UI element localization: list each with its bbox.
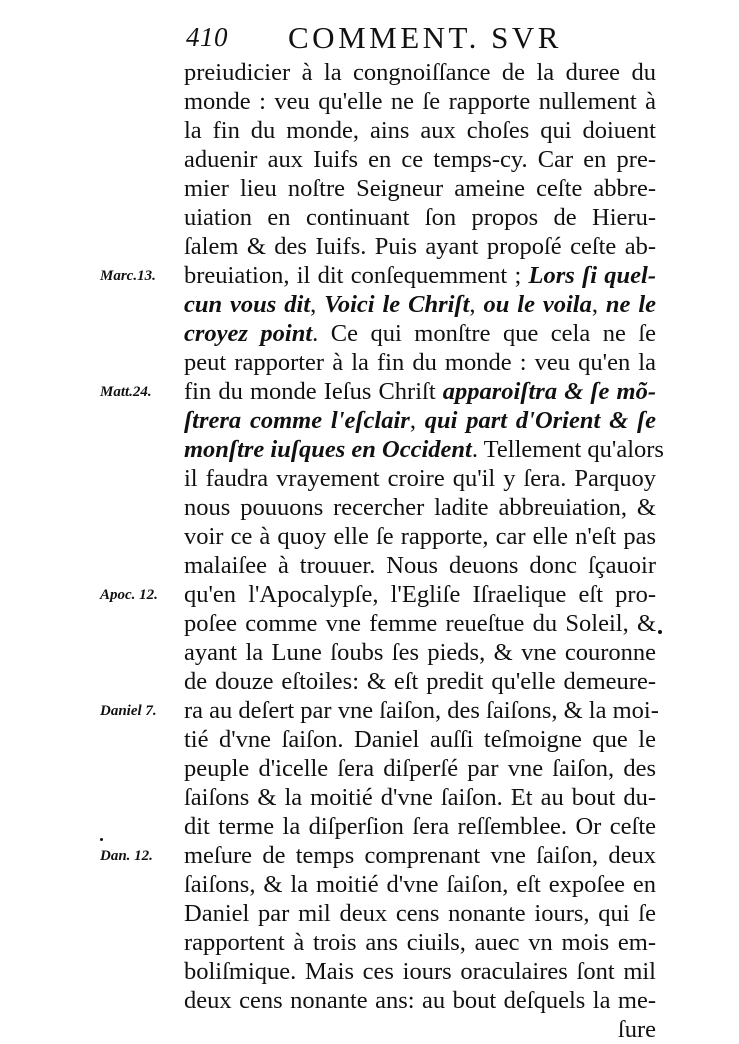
text-line <box>184 928 656 957</box>
text-run: , <box>469 291 484 318</box>
text-line <box>184 609 656 638</box>
text-line <box>184 87 656 116</box>
text-line <box>184 290 656 319</box>
text-line <box>184 899 656 928</box>
italic-quote: Lors ſi quel- <box>528 262 656 289</box>
italic-quote: croyez point <box>184 320 313 347</box>
margin-reference-apoc: Apoc. 12. <box>100 587 158 603</box>
text-run: meſure de temps comprenant vne ſaiſon, deux <box>184 842 656 869</box>
text-run: ayant la Lune ſoubs ſes pieds, & vne couronne <box>184 639 656 666</box>
text-line <box>184 725 656 754</box>
italic-quote: ou le voila <box>483 291 592 318</box>
text-line <box>184 319 656 348</box>
text-run: peut rapporter à la fin du monde : veu qu'en la <box>184 349 656 376</box>
text-line <box>184 145 656 174</box>
text-run: ſaiſons & la moitié d'vne ſaiſon. Et au bout du- <box>184 784 656 811</box>
text-run: preiudicier à la congnoiſſance de la duree du <box>184 59 656 86</box>
italic-quote: ne le <box>605 291 657 318</box>
text-run: uiation en continuant ſon propos de Hieru- <box>184 204 656 231</box>
text-run: dit terme la diſperſion ſera reſſemblee. Or ceſte <box>184 813 656 840</box>
italic-quote: Voici le Chriſt <box>324 291 470 318</box>
text-line <box>184 377 656 406</box>
text-run: mier lieu noſtre Seigneur ameine ceſte abbre- <box>184 175 656 202</box>
text-run: malaiſee à trouuer. Nous deuons donc ſçauoir <box>184 552 656 579</box>
text-line <box>184 493 656 522</box>
text-run: voir ce à quoy elle ſe rapporte, car elle n'eſt pas <box>184 523 656 550</box>
text-line <box>184 435 664 464</box>
text-run: boliſmique. Mais ces iours oraculaires ſont mil <box>184 958 656 985</box>
text-line <box>184 261 656 290</box>
text-line <box>184 406 656 435</box>
text-run: la fin du monde, ains aux choſes qui doiuent <box>184 117 656 144</box>
text-line <box>184 580 656 609</box>
text-run: de douze eſtoiles: & eſt predit qu'elle demeure- <box>184 668 656 695</box>
text-run: poſee comme vne femme reueſtue du Soleil, & <box>184 610 656 637</box>
margin-reference-daniel: Daniel 7. <box>100 703 157 719</box>
text-run: tié d'vne ſaiſon. Daniel auſſi teſmoigne que le <box>184 726 656 753</box>
text-line <box>184 58 656 87</box>
text-run: , <box>591 291 606 318</box>
text-line <box>184 841 656 870</box>
text-run: deux cens nonante ans: au bout deſquels la me- <box>184 987 656 1014</box>
text-line <box>184 783 656 812</box>
text-line <box>184 696 659 725</box>
text-run: qu'en l'Apocalypſe, l'Egliſe Iſraelique eſt pro- <box>184 581 656 608</box>
text-line <box>184 174 656 203</box>
margin-reference-marc: Marc.13. <box>100 268 156 284</box>
italic-quote: apparoiſtra & ſe mõ- <box>442 378 656 405</box>
text-run: peuple d'icelle ſera diſperſé par vne ſaiſon, des <box>184 755 656 782</box>
text-run: . Tellement qu'alors <box>471 436 664 463</box>
text-line <box>184 116 656 145</box>
ink-speck <box>100 838 103 841</box>
text-line <box>184 870 656 899</box>
text-line <box>184 754 656 783</box>
text-line <box>184 667 656 696</box>
text-run: Daniel par mil deux cens nonante iours, qui ſe <box>184 900 656 927</box>
text-run: ſure <box>617 1016 656 1043</box>
text-line <box>184 551 656 580</box>
text-run: ſalem & des Iuifs. Puis ayant propoſé ceſte ab- <box>184 233 656 260</box>
text-run: ſaiſons, & la moitié d'vne ſaiſon, eſt expoſee en <box>184 871 656 898</box>
page-header <box>186 14 656 58</box>
italic-quote: monſtre iuſques en Occident <box>184 436 472 463</box>
text-line <box>184 812 656 841</box>
text-run: . Ce qui monſtre que cela ne ſe <box>312 320 656 347</box>
text-run: rapportent à trois ans ciuils, auec vn mois em- <box>184 929 656 956</box>
italic-quote: ſtrera comme l'eſclair <box>184 407 410 434</box>
text-line <box>184 1015 656 1044</box>
running-head: COMMENT. SVR <box>288 20 562 55</box>
italic-quote: cun vous dit <box>184 291 311 318</box>
ink-speck <box>658 630 662 634</box>
margin-reference-dan: Dan. 12. <box>100 848 153 864</box>
text-run: il faudra vrayement croire qu'il y ſera. Parquoy <box>184 465 656 492</box>
margin-reference-matt: Matt.24. <box>100 384 152 400</box>
text-line <box>184 638 656 667</box>
text-run: nous pouuons recercher ladite abbreuiation, & <box>184 494 656 521</box>
text-line <box>184 986 656 1015</box>
text-run: , <box>409 407 425 434</box>
text-line <box>184 464 656 493</box>
text-run: breuiation, il dit conſequemment ; <box>184 262 529 289</box>
text-line <box>184 203 656 232</box>
text-run: monde : veu qu'elle ne ſe rapporte nullement à <box>184 88 656 115</box>
text-run: aduenir aux Iuifs en ce temps-cy. Car en pre- <box>184 146 656 173</box>
page-number: 410 <box>186 22 228 52</box>
text-line <box>184 232 656 261</box>
italic-quote: qui part d'Orient & ſe <box>424 407 656 434</box>
text-line <box>184 348 656 377</box>
text-line <box>184 522 656 551</box>
text-run: fin du monde Ieſus Chriſt <box>184 378 443 405</box>
text-run: , <box>310 291 325 318</box>
text-line <box>184 957 656 986</box>
text-run: ra au deſert par vne ſaiſon, des ſaiſons, & la moi- <box>184 697 659 724</box>
